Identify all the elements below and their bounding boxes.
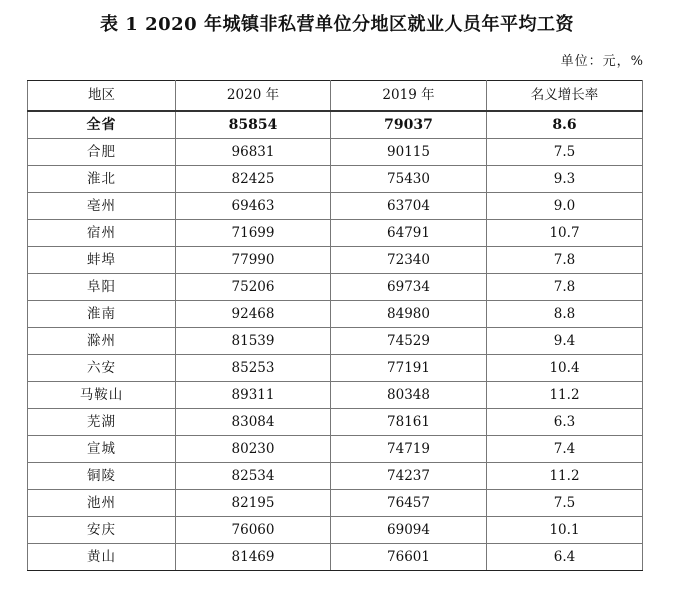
value-2020-cell: 96831	[176, 139, 331, 166]
value-2019-cell: 72340	[331, 247, 487, 274]
value-2020-cell: 83084	[176, 409, 331, 436]
value-2019-cell: 80348	[331, 382, 487, 409]
value-2020-cell: 82425	[176, 166, 331, 193]
growth-rate-cell: 7.8	[487, 247, 643, 274]
value-2019-cell: 78161	[331, 409, 487, 436]
region-cell: 铜陵	[28, 463, 176, 490]
value-2020-cell: 92468	[176, 301, 331, 328]
value-2020-cell: 71699	[176, 220, 331, 247]
table-row	[28, 463, 643, 490]
growth-rate-cell: 8.6	[487, 111, 643, 139]
growth-rate-cell: 6.3	[487, 409, 643, 436]
value-2019-cell: 63704	[331, 193, 487, 220]
table-row	[28, 490, 643, 517]
table-row	[28, 139, 643, 166]
value-2020-cell: 77990	[176, 247, 331, 274]
value-2019-cell: 74237	[331, 463, 487, 490]
header-row	[28, 81, 643, 112]
header-2020: 2020 年	[176, 81, 331, 112]
table-row	[28, 382, 643, 409]
growth-rate-cell: 7.5	[487, 490, 643, 517]
region-cell: 六安	[28, 355, 176, 382]
value-2019-cell: 74719	[331, 436, 487, 463]
value-2020-cell: 80230	[176, 436, 331, 463]
wage-table	[27, 80, 643, 571]
value-2019-cell: 76457	[331, 490, 487, 517]
table-row	[28, 517, 643, 544]
region-cell: 蚌埠	[28, 247, 176, 274]
table-row	[28, 409, 643, 436]
region-cell: 全省	[28, 111, 176, 139]
growth-rate-cell: 11.2	[487, 463, 643, 490]
value-2020-cell: 81469	[176, 544, 331, 571]
value-2019-cell: 74529	[331, 328, 487, 355]
region-cell: 安庆	[28, 517, 176, 544]
table-row	[28, 166, 643, 193]
table-row	[28, 355, 643, 382]
growth-rate-cell: 10.1	[487, 517, 643, 544]
unit-label: 单位：元，%	[560, 54, 644, 69]
value-2020-cell: 89311	[176, 382, 331, 409]
growth-rate-cell: 7.4	[487, 436, 643, 463]
value-2020-cell: 85253	[176, 355, 331, 382]
table-title: 表 1 2020 年城镇非私营单位分地区就业人员年平均工资	[100, 14, 574, 35]
value-2020-cell: 85854	[176, 111, 331, 139]
region-cell: 宣城	[28, 436, 176, 463]
value-2020-cell: 82534	[176, 463, 331, 490]
region-cell: 芜湖	[28, 409, 176, 436]
region-cell: 亳州	[28, 193, 176, 220]
value-2020-cell: 76060	[176, 517, 331, 544]
region-cell: 马鞍山	[28, 382, 176, 409]
value-2019-cell: 69734	[331, 274, 487, 301]
value-2019-cell: 77191	[331, 355, 487, 382]
region-cell: 淮北	[28, 166, 176, 193]
growth-rate-cell: 9.4	[487, 328, 643, 355]
table-row	[28, 328, 643, 355]
table-row	[28, 247, 643, 274]
growth-rate-cell: 11.2	[487, 382, 643, 409]
value-2019-cell: 90115	[331, 139, 487, 166]
value-2019-cell: 79037	[331, 111, 487, 139]
table-row	[28, 544, 643, 571]
table-row	[28, 301, 643, 328]
value-2020-cell: 69463	[176, 193, 331, 220]
growth-rate-cell: 7.8	[487, 274, 643, 301]
table-row	[28, 220, 643, 247]
growth-rate-cell: 9.3	[487, 166, 643, 193]
growth-rate-cell: 6.4	[487, 544, 643, 571]
region-cell: 宿州	[28, 220, 176, 247]
value-2019-cell: 69094	[331, 517, 487, 544]
region-cell: 黄山	[28, 544, 176, 571]
value-2019-cell: 76601	[331, 544, 487, 571]
value-2019-cell: 84980	[331, 301, 487, 328]
growth-rate-cell: 7.5	[487, 139, 643, 166]
region-cell: 阜阳	[28, 274, 176, 301]
value-2020-cell: 81539	[176, 328, 331, 355]
table-row	[28, 274, 643, 301]
region-cell: 滁州	[28, 328, 176, 355]
growth-rate-cell: 10.4	[487, 355, 643, 382]
region-cell: 合肥	[28, 139, 176, 166]
table-body	[28, 111, 643, 571]
growth-rate-cell: 10.7	[487, 220, 643, 247]
table-row	[28, 436, 643, 463]
table-row	[28, 193, 643, 220]
growth-rate-cell: 8.8	[487, 301, 643, 328]
header-region: 地区	[28, 81, 176, 112]
header-growth-rate: 名义增长率	[487, 81, 643, 112]
value-2020-cell: 82195	[176, 490, 331, 517]
value-2019-cell: 75430	[331, 166, 487, 193]
region-cell: 池州	[28, 490, 176, 517]
growth-rate-cell: 9.0	[487, 193, 643, 220]
region-cell: 淮南	[28, 301, 176, 328]
value-2020-cell: 75206	[176, 274, 331, 301]
value-2019-cell: 64791	[331, 220, 487, 247]
header-2019: 2019 年	[331, 81, 487, 112]
total-row	[28, 111, 643, 139]
